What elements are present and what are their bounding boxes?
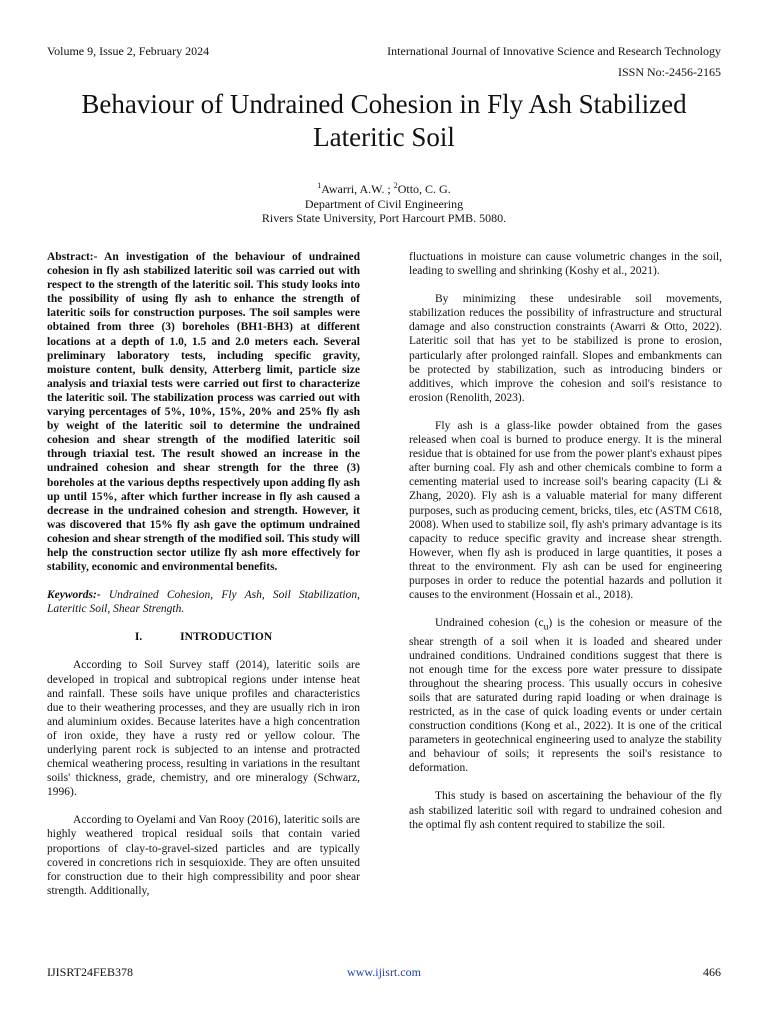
paper-id: IJISRT24FEB378 bbox=[47, 965, 133, 979]
right-column bbox=[409, 250, 722, 846]
abstract-paragraph bbox=[47, 250, 360, 574]
abstract-label: Abstract:- bbox=[47, 251, 98, 263]
author-2-name: Otto, C. G. bbox=[397, 182, 451, 196]
journal-volume-issue: Volume 9, Issue 2, February 2024 bbox=[47, 44, 210, 58]
section-number: I. bbox=[134, 631, 143, 644]
author-1-affiliation-mark: 1 bbox=[317, 181, 322, 190]
author-1-name: Awarri, A.W. ; bbox=[321, 182, 394, 196]
keywords-paragraph bbox=[47, 588, 360, 616]
author-department: Department of Civil Engineering bbox=[304, 196, 464, 211]
journal-issn: ISSN No:-2456-2165 bbox=[617, 65, 721, 79]
paragraph-text-part: Undrained cohesion (c bbox=[435, 617, 544, 630]
body-paragraph-continued: fluctuations in moisture can cause volumetric changes in the soil, leading to swelling and shrinking (Koshy et al., 2021). bbox=[409, 251, 722, 278]
author-names bbox=[0, 182, 768, 197]
abstract-text: An investigation of the behaviour of undrained cohesion in fly ash stabilized lateritic soil was carried out with respect to the strength of the lateritic soil. This study looks into the possibility of using fly ash to enhance the strength of lateritic soils for construction purposes. The soil samples were obtained from three (3) boreholes (BH1-BH3) at different locations at a depth of 1.0, 1.5 and 2.0 meters each. Several preliminary laboratory tests, including specific gravity, moisture content, bulk density, Atterberg limit, particle size analysis and triaxial tests were carried out first to characterize the lateritic soil. The stabilization process was carried out with varying percentages of 5%, 10%, 15%, 20% and 25% fly ash by weight of the lateritic soil to determine the undrained cohesion and shear strength of the modified lateritic soil through triaxial test. The result showed an increase in the undrained cohesion and shear strength for the three (3) boreholes at the various depths respectively upon adding fly ash up until 15%, after which further increase in fly ash caused a decrease in the undrained cohesion and strength. However, it was discovered that 15% fly ash gave the optimum undrained cohesion and shear strength of the modified soil. This study will help the construction sector utilize fly ash more effectively for stability, economic and environmental benefits. bbox=[47, 251, 360, 574]
body-paragraph: This study is based on ascertaining the behaviour of the fly ash stabilized lateritic soil with regard to undrained cohesion and the optimal fly ash content required to stabilize the soil. bbox=[409, 790, 722, 831]
keywords-label: Keywords:- bbox=[47, 589, 101, 602]
left-column bbox=[47, 250, 360, 912]
section-title: INTRODUCTION bbox=[180, 631, 273, 644]
journal-name: International Journal of Innovative Science and Research Technology bbox=[387, 44, 721, 58]
author-2-affiliation-mark: 2 bbox=[393, 181, 398, 190]
keywords-text: Undrained Cohesion, Fly Ash, Soil Stabilization, Lateritic Soil, Shear Strength. bbox=[47, 589, 360, 616]
author-institution: Rivers State University, Port Harcourt PMB. 5080. bbox=[261, 211, 507, 225]
body-paragraph-undrained-cohesion bbox=[409, 616, 722, 775]
paragraph-text-part: ) is the cohesion or measure of the shear strength of a soil when it is loaded and sheared under undrained conditions. Undrained conditions suggest that there is not enough time for the excess pore water pressure to dissipate throughout the shearing process. This usually occurs in cohesive soils that are saturated during rapid loading or when drainage is restricted, as in the case of quick loading events or under certain construction conditions (Kong et al., 2022). It is one of the critical parameters in geotechnical engineering used to analyze the stability and behaviour of soils; it represents the soil's resistance to deformation. bbox=[409, 617, 723, 775]
body-paragraph: According to Oyelami and Van Rooy (2016), lateritic soils are highly weathered tropical residual soils that contain varied proportions of clay-to-gravel-sized particles and are typically covered in concretions rich in sesquioxide. They are often unsuited for construction due to their high compressibility and poor shear strength. Additionally, bbox=[47, 814, 360, 897]
author-block bbox=[0, 182, 768, 226]
body-paragraph: By minimizing these undesirable soil movements, stabilization reduces the possibility of infrastructure and structural damage and also construction constraints (Awarri & Otto, 2022). Lateritic soil that has yet to be stabilized is prone to erosion, particularly after prolonged rainfall. Slopes and embankments can be protected by stabilization, such as introducing binders or additives, which improve the cohesion and soil's resistance to erosion (Renolith, 2023). bbox=[409, 293, 722, 404]
body-paragraph: According to Soil Survey staff (2014), lateritic soils are developed in tropical and subtropical regions under intense heat and rainfall. These soils have unique profiles and characteristics due to their weathering processes, and they are usually rich in iron and aluminium oxides. Because laterites have a high concentration of iron oxide, they have a rusty red or yellow colour. The underlying parent rock is subjected to an intense and protracted chemical weathering process, resulting in variations in the resultant soils' thickness, grade, chemistry, and ore mineralogy (Schwarz, 1996). bbox=[47, 659, 360, 799]
journal-website-link[interactable]: www.ijisrt.com bbox=[347, 965, 421, 979]
section-heading-introduction bbox=[47, 630, 360, 644]
paper-title: Behaviour of Undrained Cohesion in Fly Ash Stabilized Lateritic Soil bbox=[81, 89, 687, 152]
subscript-u: u bbox=[543, 621, 549, 633]
page-number: 466 bbox=[703, 965, 721, 979]
body-paragraph: Fly ash is a glass-like powder obtained from the gases released when coal is burned to produce energy. It is the mineral residue that is obtained for use from the power plant's exhaust pipes after burning coal. Fly ash and other chemicals combine to form a cementing material used to increase soil's bearing capacity (Li & Zhang, 2020). Fly ash is a valuable material for many different purposes, such as producing cement, bricks, tiles, etc (ASTM C618, 2008). When used to stabilize soil, fly ash's primary advantage is its capacity to reduce specific gravity and increase shear strength. However, when fly ash is produced in large quantities, it poses a threat to the environment. Fly ash can be used for engineering purposes in order to reduce the potential hazards and pollution it causes to the environment (Hossain et al., 2018). bbox=[409, 419, 722, 602]
